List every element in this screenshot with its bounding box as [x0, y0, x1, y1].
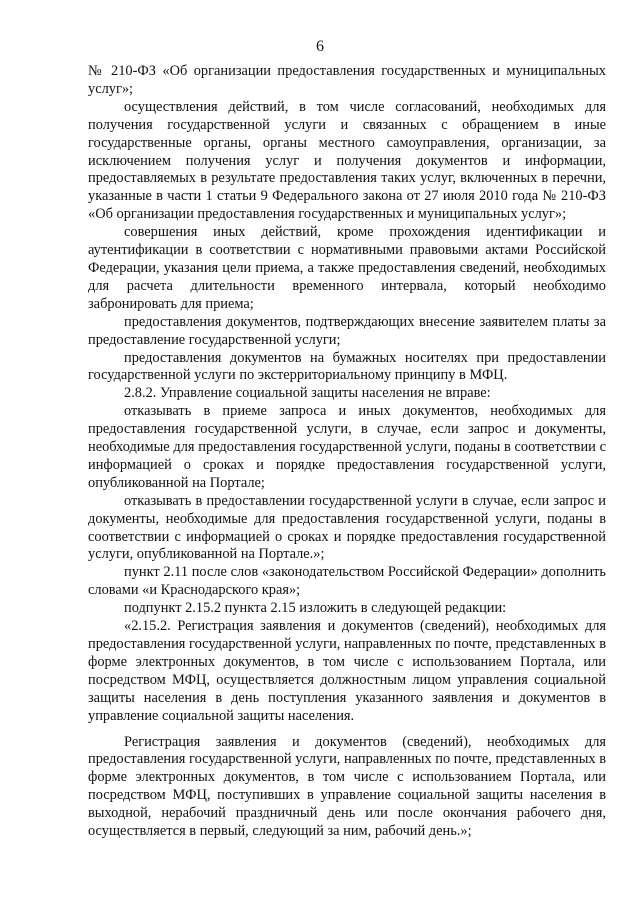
paragraph: предоставления документов на бумажных носителях при предоставлении государственной услуги по экстерриториальному принципу в МФЦ.: [88, 349, 606, 384]
paragraph: 2.8.2. Управление социальной защиты населения не вправе:: [124, 385, 491, 402]
paragraph: пункт 2.11 после слов «законодательством Российской Федерации» дополнить словами «и Краснодарского края»;: [88, 564, 606, 599]
paragraph: Регистрация заявления и документов (сведений), необходимых для предоставления государственной услуги, направленных по почте, представленных в форме электронных документов, в том числе с использованием Портала, или посредством МФЦ, поступивших в управление социальной защиты населения в выходной, нерабочий праздничный день или после окончания рабочего дня, осуществляется в первый, следующий за ним, рабочий день.»;: [88, 733, 606, 840]
paragraph: подпункт 2.15.2 пункта 2.15 изложить в следующей редакции:: [124, 600, 507, 617]
paragraph: предоставления документов, подтверждающих внесение заявителем платы за предоставление государственной услуги;: [88, 313, 606, 348]
paragraph: отказывать в предоставлении государственной услуги в случае, если запрос и документы, необходимые для предоставления государственной услуги, поданы в соответствии с информацией о сроках и порядке предоставления государственной услуги, опубликованной на Портале.»;: [88, 492, 606, 563]
paragraph: «2.15.2. Регистрация заявления и документов (сведений), необходимых для предоставления государственной услуги, направленных по почте, представленных в форме электронных документов, в том числе с использованием Портала, или посредством МФЦ, осуществляется должностным лицом управления социальной защиты населения в день поступления указанного заявления и документов в управление социальной защиты населения.: [88, 618, 606, 724]
paragraph: № 210-ФЗ «Об организации предоставления государственных и муниципальных услуг»;: [88, 63, 606, 97]
paragraph: отказывать в приеме запроса и иных документов, необходимых для предоставления государственной услуги, в случае, если запрос и документы, необходимые для предоставления государственной услуги, поданы в соответствии с информацией о сроках и порядке предоставления государственной услуги, опубликованной на Портале;: [88, 403, 606, 491]
document-body: [88, 63, 606, 841]
paragraph: осуществления действий, в том числе согласований, необходимых для получения государственной услуги и связанных с обращением в иные государственные органы, органы местного самоуправления, организации, за исключением получения услуг и получения документов и информации, предоставляемых в результате предоставления таких услуг, включенных в перечни, указанные в части 1 статьи 9 Федерального закона от 27 июля 2010 года № 210-ФЗ «Об организации предоставления государственных и муниципальных услуг»;: [88, 98, 606, 223]
page-number: 6: [316, 38, 324, 55]
paragraph: совершения иных действий, кроме прохождения идентификации и аутентификации в соответствии с нормативными правовыми актами Российской Федерации, указания цели приема, а также предоставления сведений, необходимых для расчета длительности временного интервала, который необходимо забронировать для приема;: [88, 224, 606, 312]
